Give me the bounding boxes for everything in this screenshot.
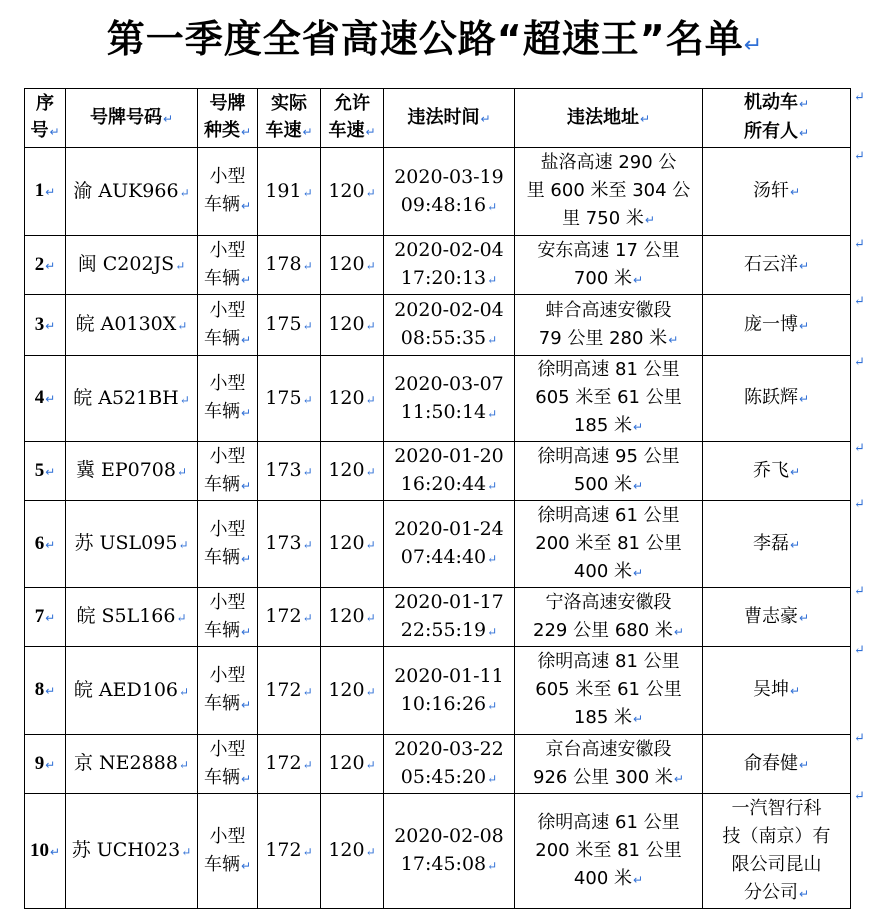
cell-actual-speed: 172↵ (258, 588, 321, 647)
cell-owner: 陈跃辉↵ (703, 356, 851, 442)
header-allowed-speed: 允许 车速↵ (321, 89, 384, 148)
cell-plate-type: 小型 车辆↵ (198, 148, 258, 236)
cell-allowed-speed: 120↵ (321, 356, 384, 442)
cell-actual-speed: 173↵ (258, 501, 321, 588)
cell-plate: 皖 S5L166↵ (66, 588, 198, 647)
cell-actual-speed: 175↵ (258, 295, 321, 356)
cell-allowed-speed: 120↵ (321, 501, 384, 588)
cell-seq: 9↵ (25, 735, 66, 794)
cell-actual-speed: 191↵ (258, 148, 321, 236)
cell-owner: 一汽智行科 技（南京）有 限公司昆山 分公司↵ (703, 794, 851, 909)
table-row (25, 735, 851, 794)
header-actual-speed: 实际 车速↵ (258, 89, 321, 148)
table-row (25, 236, 851, 295)
cell-seq: 3↵ (25, 295, 66, 356)
row-end-mark-icon: ↵ (854, 497, 865, 512)
cell-plate: 皖 AED106↵ (66, 647, 198, 735)
row-end-mark-icon: ↵ (854, 90, 865, 105)
violations-table (24, 88, 851, 909)
cell-owner: 俞春健↵ (703, 735, 851, 794)
cell-owner: 李磊↵ (703, 501, 851, 588)
cell-location: 京台高速安徽段 926 公里 300 米↵ (515, 735, 703, 794)
cell-plate-type: 小型 车辆↵ (198, 442, 258, 501)
row-end-mark-icon: ↵ (854, 789, 865, 804)
cell-plate: 京 NE2888↵ (66, 735, 198, 794)
cell-owner: 吴坤↵ (703, 647, 851, 735)
row-end-mark-icon: ↵ (854, 149, 865, 164)
header-plate-type: 号牌 种类↵ (198, 89, 258, 148)
cell-plate-type: 小型 车辆↵ (198, 236, 258, 295)
row-end-mark-icon: ↵ (854, 237, 865, 252)
table-row (25, 501, 851, 588)
cell-actual-speed: 175↵ (258, 356, 321, 442)
table-row (25, 356, 851, 442)
row-end-mark-icon: ↵ (854, 355, 865, 370)
page-title (0, 8, 870, 63)
table-row (25, 647, 851, 735)
cell-location: 徐明高速 61 公里 200 米至 81 公里 400 米↵ (515, 794, 703, 909)
cell-seq: 10↵ (25, 794, 66, 909)
cell-seq: 2↵ (25, 236, 66, 295)
cell-time: 2020-02-04 08:55:35↵ (384, 295, 515, 356)
header-row (25, 89, 851, 148)
cell-actual-speed: 178↵ (258, 236, 321, 295)
cell-seq: 5↵ (25, 442, 66, 501)
cell-plate: 渝 AUK966↵ (66, 148, 198, 236)
cell-owner: 曹志豪↵ (703, 588, 851, 647)
cell-plate: 冀 EP0708↵ (66, 442, 198, 501)
cell-allowed-speed: 120↵ (321, 735, 384, 794)
cell-time: 2020-01-11 10:16:26↵ (384, 647, 515, 735)
cell-allowed-speed: 120↵ (321, 148, 384, 236)
header-seq: 序 号↵ (25, 89, 66, 148)
table-row (25, 794, 851, 909)
cell-time: 2020-03-22 05:45:20↵ (384, 735, 515, 794)
cell-time: 2020-03-19 09:48:16↵ (384, 148, 515, 236)
cell-location: 徐明高速 81 公里 605 米至 61 公里 185 米↵ (515, 647, 703, 735)
table-row (25, 588, 851, 647)
page-title-text: 第一季度全省高速公路“超速王”名单 (106, 17, 744, 61)
cell-plate-type: 小型 车辆↵ (198, 356, 258, 442)
cell-location: 徐明高速 81 公里 605 米至 61 公里 185 米↵ (515, 356, 703, 442)
cell-owner: 庞一博↵ (703, 295, 851, 356)
cell-owner: 石云洋↵ (703, 236, 851, 295)
cell-actual-speed: 173↵ (258, 442, 321, 501)
header-location: 违法地址↵ (515, 89, 703, 148)
cell-allowed-speed: 120↵ (321, 295, 384, 356)
header-time: 违法时间↵ (384, 89, 515, 148)
cell-actual-speed: 172↵ (258, 794, 321, 909)
cell-time: 2020-01-24 07:44:40↵ (384, 501, 515, 588)
table-row (25, 442, 851, 501)
cell-plate-type: 小型 车辆↵ (198, 794, 258, 909)
cell-location: 徐明高速 95 公里 500 米↵ (515, 442, 703, 501)
cell-plate-type: 小型 车辆↵ (198, 588, 258, 647)
cell-actual-speed: 172↵ (258, 647, 321, 735)
cell-time: 2020-01-17 22:55:19↵ (384, 588, 515, 647)
header-owner: 机动车↵ 所有人↵ (703, 89, 851, 148)
table-row (25, 148, 851, 236)
cell-plate-type: 小型 车辆↵ (198, 501, 258, 588)
cell-seq: 1↵ (25, 148, 66, 236)
cell-plate: 闽 C202JS↵ (66, 236, 198, 295)
cell-plate: 皖 A521BH↵ (66, 356, 198, 442)
cell-time: 2020-03-07 11:50:14↵ (384, 356, 515, 442)
cell-allowed-speed: 120↵ (321, 647, 384, 735)
cell-owner: 汤轩↵ (703, 148, 851, 236)
cell-time: 2020-02-04 17:20:13↵ (384, 236, 515, 295)
cell-seq: 4↵ (25, 356, 66, 442)
cell-allowed-speed: 120↵ (321, 588, 384, 647)
cell-allowed-speed: 120↵ (321, 236, 384, 295)
cell-plate-type: 小型 车辆↵ (198, 735, 258, 794)
cell-seq: 8↵ (25, 647, 66, 735)
header-plate: 号牌号码↵ (66, 89, 198, 148)
row-end-mark-icon: ↵ (854, 584, 865, 599)
row-end-mark-icon: ↵ (854, 731, 865, 746)
cell-location: 安东高速 17 公里 700 米↵ (515, 236, 703, 295)
cell-location: 宁洛高速安徽段 229 公里 680 米↵ (515, 588, 703, 647)
cell-actual-speed: 172↵ (258, 735, 321, 794)
row-end-mark-icon: ↵ (854, 441, 865, 456)
cell-location: 蚌合高速安徽段 79 公里 280 米↵ (515, 295, 703, 356)
cell-allowed-speed: 120↵ (321, 442, 384, 501)
cell-plate: 苏 USL095↵ (66, 501, 198, 588)
paragraph-mark-icon: ↵ (743, 33, 764, 58)
cell-allowed-speed: 120↵ (321, 794, 384, 909)
cell-plate: 皖 A0130X↵ (66, 295, 198, 356)
cell-owner: 乔飞↵ (703, 442, 851, 501)
cell-seq: 6↵ (25, 501, 66, 588)
cell-seq: 7↵ (25, 588, 66, 647)
cell-plate-type: 小型 车辆↵ (198, 647, 258, 735)
cell-plate: 苏 UCH023↵ (66, 794, 198, 909)
cell-time: 2020-02-08 17:45:08↵ (384, 794, 515, 909)
cell-location: 徐明高速 61 公里 200 米至 81 公里 400 米↵ (515, 501, 703, 588)
row-end-mark-icon: ↵ (854, 643, 865, 658)
cell-location: 盐洛高速 290 公 里 600 米至 304 公 里 750 米↵ (515, 148, 703, 236)
cell-time: 2020-01-20 16:20:44↵ (384, 442, 515, 501)
cell-plate-type: 小型 车辆↵ (198, 295, 258, 356)
table-row (25, 295, 851, 356)
row-end-mark-icon: ↵ (854, 294, 865, 309)
